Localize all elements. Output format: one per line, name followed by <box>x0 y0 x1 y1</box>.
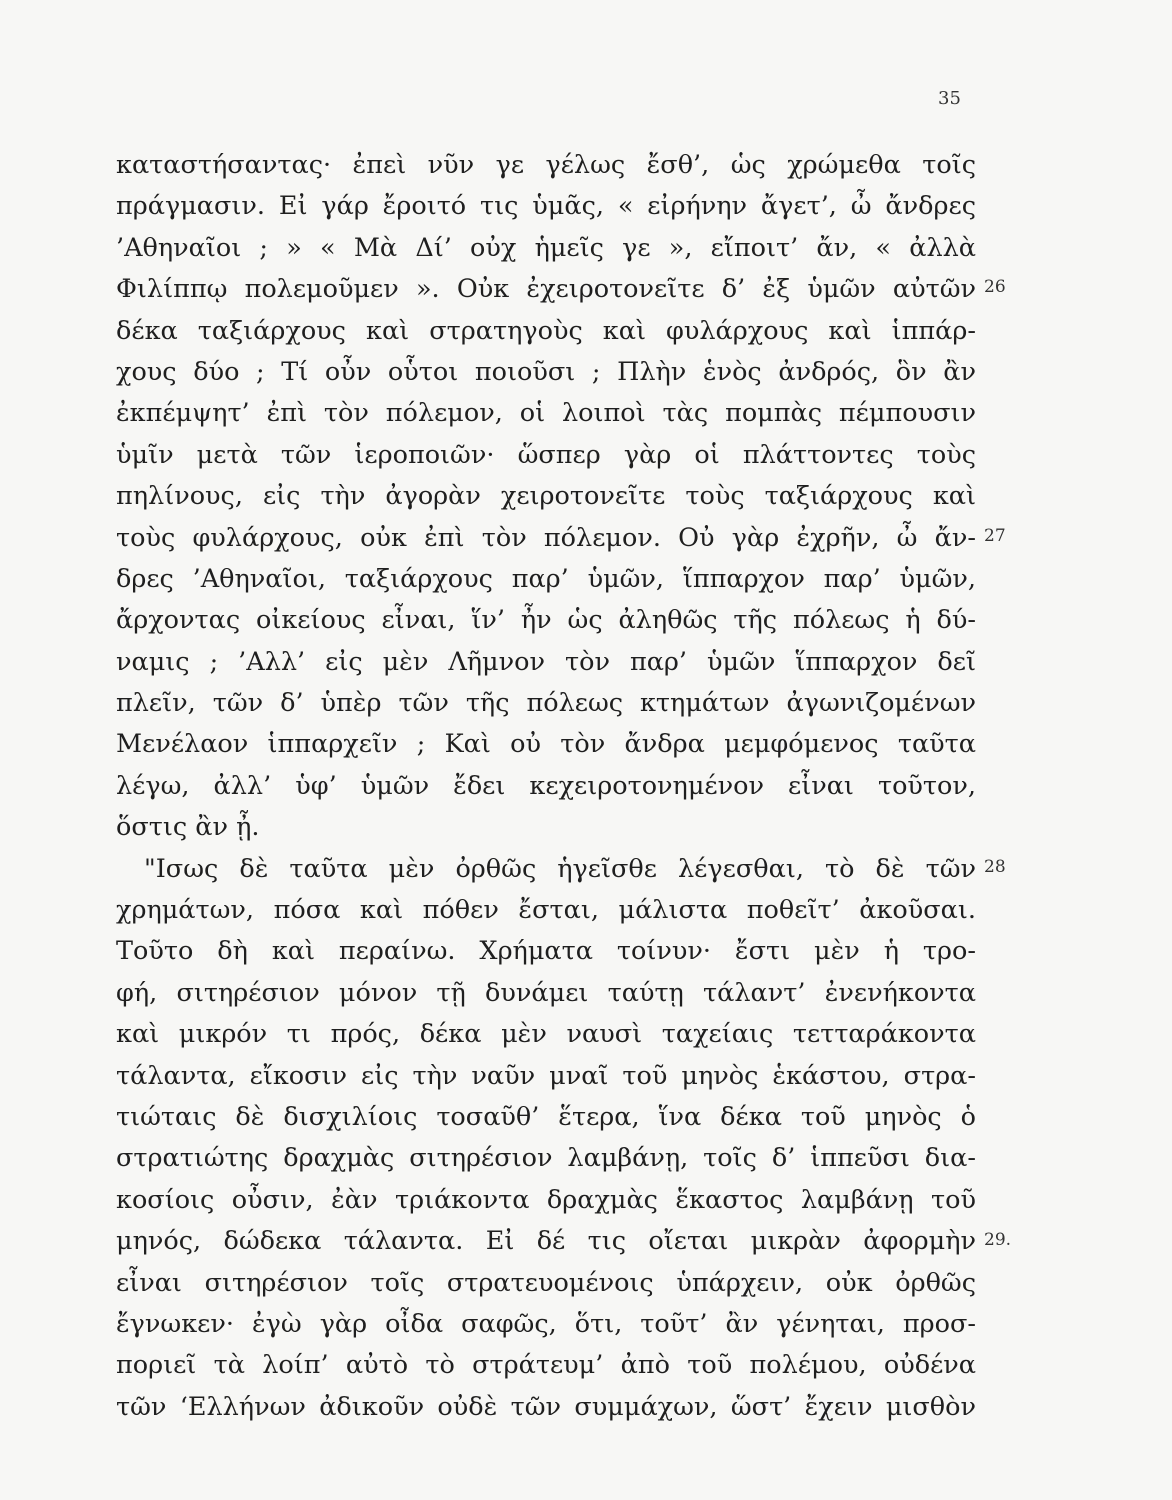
text-line: φή, σιτηρέσιον μόνον τῇ δυνάμει ταύτῃ τάλαντ’ ἐνενήκοντα <box>116 977 976 1008</box>
text-line: δρες ’Αθηναῖοι, ταξιάρχους παρ’ ὑμῶν, ἵππαρχον παρ’ ὑμῶν, <box>116 563 976 594</box>
text-line: πηλίνους, εἰς τὴν ἀγορὰν χειροτονεῖτε τοὺς ταξιάρχους καὶ <box>116 481 976 512</box>
margin-section-number: 26 <box>984 277 1006 297</box>
text-line: πράγμασιν. Εἰ γάρ ἔροιτό τις ὑμᾶς, « εἰρήνην ἄγετ’, ὦ ἄνδρες <box>116 191 976 222</box>
margin-section-number: 28 <box>984 857 1006 877</box>
text-line: ἔγνωκεν· ἐγὼ γὰρ οἶδα σαφῶς, ὅτι, τοῦτ’ ἂν γένηται, προσ- <box>116 1308 976 1339</box>
text-line: ὑμῖν μετὰ τῶν ἱεροποιῶν· ὥσπερ γὰρ οἱ πλάττοντες τοὺς <box>116 439 976 470</box>
text-line: στρατιώτης δραχμὰς σιτηρέσιον λαμβάνῃ, τοῖς δ’ ἱππεῦσι δια- <box>116 1143 976 1174</box>
text-line: ὅστις ἂν ᾖ. <box>116 812 260 843</box>
text-line: ἄρχοντας οἰκείους εἶναι, ἵν’ ἦν ὡς ἀληθῶς τῆς πόλεως ἡ δύ- <box>116 605 976 636</box>
text-line: χους δύο ; Τί οὖν οὗτοι ποιοῦσι ; Πλὴν ἑνὸς ἀνδρός, ὃν ἂν <box>116 356 976 387</box>
text-line: ’Αθηναῖοι ; » « Μὰ Δί’ οὐχ ἡμεῖς γε », εἴποιτ’ ἄν, « ἀλλὰ <box>116 232 976 263</box>
text-line: Φιλίππῳ πολεμοῦμεν ». Οὐκ ἐχειροτονεῖτε δ’ ἐξ ὑμῶν αὐτῶν <box>116 274 976 305</box>
text-line: τιώταις δὲ δισχιλίοις τοσαῦθ’ ἕτερα, ἵνα δέκα τοῦ μηνὸς ὁ <box>116 1101 976 1132</box>
margin-section-number: 29. <box>984 1230 1012 1250</box>
text-line: πλεῖν, τῶν δ’ ὑπὲρ τῶν τῆς πόλεως κτημάτων ἀγωνιζομένων <box>116 688 976 719</box>
text-line: δέκα ταξιάρχους καὶ στρατηγοὺς καὶ φυλάρχους καὶ ἱππάρ- <box>116 315 976 346</box>
text-line: κοσίοις οὖσιν, ἐὰν τριάκοντα δραχμὰς ἕκαστος λαμβάνῃ τοῦ <box>116 1184 976 1215</box>
margin-section-number: 27 <box>984 526 1006 546</box>
text-line: τάλαντα, εἴκοσιν εἰς τὴν ναῦν μναῖ τοῦ μηνὸς ἑκάστου, στρα- <box>116 1060 976 1091</box>
text-line: εἶναι σιτηρέσιον τοῖς στρατευομένοις ὑπάρχειν, οὐκ ὀρθῶς <box>116 1267 976 1298</box>
page-number: 35 <box>938 88 961 109</box>
text-line: Μενέλαον ἱππαρχεῖν ; Καὶ οὐ τὸν ἄνδρα μεμφόμενος ταῦτα <box>116 729 976 760</box>
text-line: λέγω, ἀλλ’ ὑφ’ ὑμῶν ἔδει κεχειροτονημένον εἶναι τοῦτον, <box>116 770 976 801</box>
greek-text-body <box>116 145 976 1428</box>
text-line: τοὺς φυλάρχους, οὐκ ἐπὶ τὸν πόλεμον. Οὐ γὰρ ἐχρῆν, ὦ ἄν- <box>116 522 976 553</box>
text-line: Τοῦτο δὴ καὶ περαίνω. Χρήματα τοίνυν· ἔστι μὲν ἡ τρο- <box>116 936 976 967</box>
text-line: τῶν ‘Ελλήνων ἀδικοῦν οὐδὲ τῶν συμμάχων, ὥστ’ ἔχειν μισθὸν <box>116 1391 976 1422</box>
text-line: ἐκπέμψητ’ ἐπὶ τὸν πόλεμον, οἱ λοιποὶ τὰς πομπὰς πέμπουσιν <box>116 398 976 429</box>
text-line: ναμις ; ’Αλλ’ εἰς μὲν Λῆμνον τὸν παρ’ ὑμῶν ἵππαρχον δεῖ <box>116 646 976 677</box>
text-line: "Ισως δὲ ταῦτα μὲν ὀρθῶς ἡγεῖσθε λέγεσθαι, τὸ δὲ τῶν <box>144 853 976 884</box>
text-line: μηνός, δώδεκα τάλαντα. Εἰ δέ τις οἴεται μικρὰν ἀφορμὴν <box>116 1226 976 1257</box>
text-line: καὶ μικρόν τι πρός, δέκα μὲν ναυσὶ ταχείαις τετταράκοντα <box>116 1019 976 1050</box>
text-line: καταστήσαντας· ἐπεὶ νῦν γε γέλως ἔσθ’, ὡς χρώμεθα τοῖς <box>116 150 976 180</box>
text-line: ποριεῖ τὰ λοίπ’ αὐτὸ τὸ στράτευμ’ ἀπὸ τοῦ πολέμου, οὐδένα <box>116 1350 976 1381</box>
text-line: χρημάτων, πόσα καὶ πόθεν ἔσται, μάλιστα ποθεῖτ’ ἀκοῦσαι. <box>116 895 976 926</box>
